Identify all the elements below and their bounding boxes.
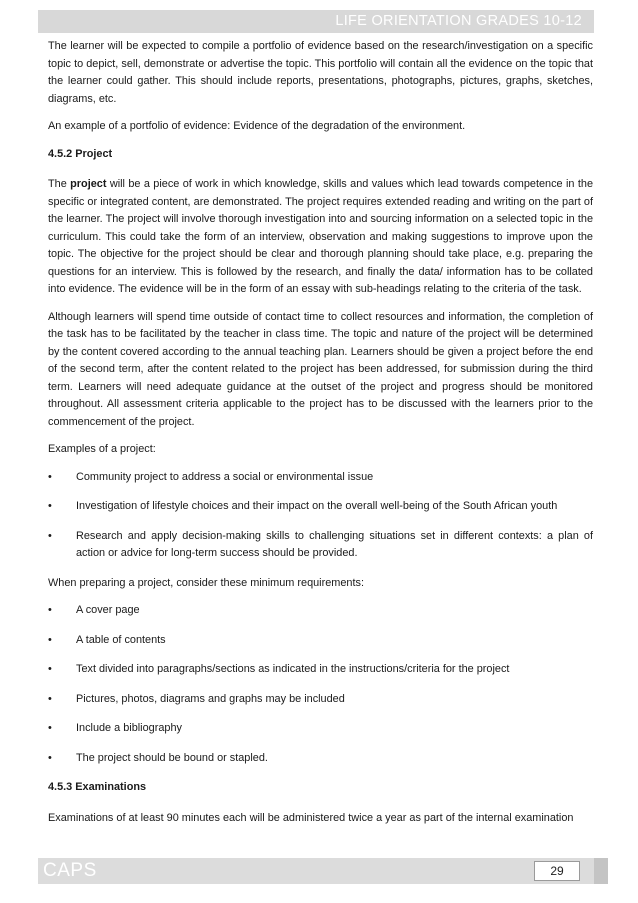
- list-item-text: Text divided into paragraphs/sections as indicated in the instructions/criteria for the project: [76, 663, 510, 675]
- list-item-text: Community project to address a social or environmental issue: [76, 470, 374, 483]
- heading-project: 4.5.2 Project: [48, 147, 113, 160]
- paragraph-requirements-intro: When preparing a project, consider these minimum requirements:: [48, 576, 364, 589]
- project-bold-term: project: [70, 178, 107, 190]
- bullet-icon: •: [48, 604, 52, 616]
- bullet-icon: •: [48, 500, 52, 512]
- bullet-icon: •: [48, 633, 52, 646]
- heading-examinations: 4.5.3 Examinations: [48, 781, 147, 793]
- list-item: [48, 691, 593, 709]
- footer-brand: CAPS: [43, 860, 97, 881]
- paragraph-project-completion: Although learners will spend time outside of contact time to collect resources and information, the completion of the task has to be facilitated by the teacher in class time. The topic and nature of the project will be determined by the content covered according to the annual teaching plan. Learners should be given a project before the end of the second term, after the content related to the project has been addressed, for submission during the third term. Learners will need adequate guidance at the outset of the project and progress should be monitored throughout. All assessment criteria applicable to the project has to be discussed with the learners prior to the commencement of the project.: [48, 310, 593, 428]
- paragraph-portfolio-example: An example of a portfolio of evidence: Evidence of the degradation of the environment.: [48, 120, 466, 132]
- list-item-text: A table of contents: [76, 633, 166, 646]
- header-title: LIFE ORIENTATION GRADES 10-12: [335, 13, 582, 29]
- bullet-icon: •: [48, 722, 52, 734]
- requirements-list: [48, 602, 593, 767]
- list-item: [48, 750, 593, 768]
- list-item-text: Include a bibliography: [76, 722, 182, 734]
- project-intro-text: The: [48, 178, 71, 190]
- bullet-icon: •: [48, 663, 52, 675]
- page-number: 29: [534, 861, 580, 881]
- list-item-text: The project should be bound or stapled.: [76, 751, 268, 764]
- list-item: [48, 661, 593, 679]
- bullet-icon: •: [48, 692, 52, 705]
- paragraph-portfolio: The learner will be expected to compile a portfolio of evidence based on the research/investigation on a specific topic to depict, sell, demonstrate or advertise the topic. This portfolio will contain all the evidence on the topic that the learner could gather. This should include reports, presentations, photographs, pictures, graphs, sketches, diagrams, etc.: [48, 40, 593, 105]
- list-item: [48, 469, 593, 487]
- list-item-text: Research and apply decision-making skills to challenging situations set in different contexts: a plan of action or advice for long-term success should be provided.: [76, 529, 593, 559]
- list-item: [48, 720, 593, 738]
- page-content: [48, 38, 593, 837]
- bullet-icon: •: [48, 529, 52, 542]
- paragraph-project: [48, 176, 593, 299]
- list-item: [48, 632, 593, 650]
- list-item-text: A cover page: [76, 604, 140, 616]
- header-bar: [38, 10, 594, 33]
- paragraph-examinations: Examinations of at least 90 minutes each will be administered twice a year as part of the internal examination: [48, 811, 574, 824]
- paragraph-examples-intro: Examples of a project:: [48, 443, 156, 455]
- bullet-icon: •: [48, 751, 52, 764]
- footer-bar: [38, 858, 594, 884]
- footer-edge-tab: [594, 858, 608, 884]
- examples-list: [48, 469, 593, 563]
- list-item-text: Investigation of lifestyle choices and their impact on the overall well-being of the South African youth: [76, 500, 558, 512]
- list-item: [48, 498, 593, 516]
- list-item: [48, 602, 593, 620]
- project-description-text: will be a piece of work in which knowledge, skills and values which lead towards competence in the specific or integrated content, are demonstrated. The project requires extended reading and writing on the part of the learner. The project will involve thorough investigation into and sourcing information on a selected topic in the curriculum. This could take the form of an interview, observation and making suggestions to improve upon the topic. The objective for the project should be clear and thorough planning should take place, e.g. preparing the questions for an interview. This is followed by the research, and finally the data/ information has to be collated into evidence. The evidence will be in the form of an essay with sub-headings relating to the criteria of the task.: [48, 178, 593, 295]
- list-item: [48, 528, 593, 563]
- bullet-icon: •: [48, 470, 52, 483]
- list-item-text: Pictures, photos, diagrams and graphs may be included: [76, 692, 345, 705]
